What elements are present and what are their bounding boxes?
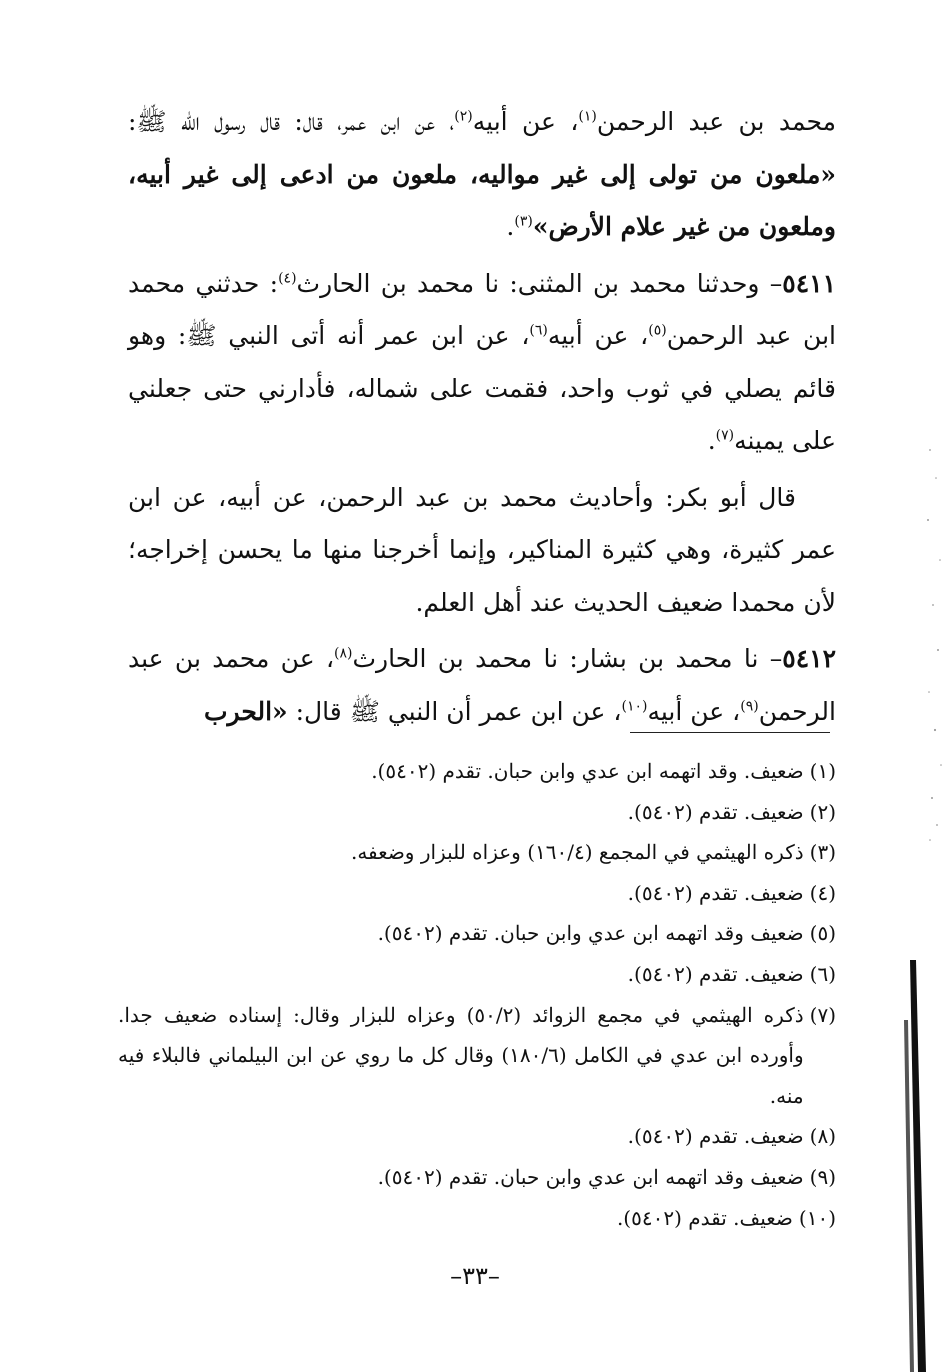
footnote-text: ذكره الهيثمي في مجمع الزوائد (٥٠/٢) وعزاه للبزار وقال: إسناده ضعيف جدا. وأورده ابن عدي في الكامل (١٨٠/٦) وقال كل ما روي عن ابن البيلماني فالبلاء فيه منه. — [118, 1002, 804, 1108]
footnote — [118, 954, 836, 995]
footnote-separator — [630, 732, 830, 733]
text-run: ، عن أبيه — [647, 696, 741, 726]
footnote-marker-1: (١) — [578, 108, 597, 125]
footnote-text: ضعيف. تقدم (٥٤٠٢). — [627, 961, 804, 986]
footnote-marker-10: (١٠) — [621, 698, 648, 715]
footnote-marker-4: (٤) — [278, 270, 297, 287]
footnote-text: ضعيف وقد اتهمه ابن عدي وابن حبان. تقدم (٥٤٠٢). — [377, 1164, 804, 1189]
text-run: محمد بن عبد الرحمن — [596, 107, 836, 136]
main-text — [128, 96, 836, 738]
footnote-text: ذكره الهيثمي في المجمع (١٦٠/٤) وعزاه للبزار وضعفه. — [350, 840, 804, 865]
footnote-marker-2: (٢) — [454, 108, 473, 125]
footnotes — [118, 751, 836, 1238]
footnote-number: (٤) — [809, 880, 836, 905]
footnote-number: (٣) — [809, 840, 836, 865]
hadith-quote: «ملعون من تولى إلى غير مواليه، ملعون من ادعى إلى غير أبيه، وملعون من غير علام الأرض» — [128, 159, 836, 241]
hadith-number: ٥٤١٢ — [782, 644, 837, 673]
text-run: ، عن أبيه — [547, 321, 649, 350]
footnote — [118, 913, 836, 954]
footnote-marker-6: (٦) — [529, 322, 548, 339]
page-number: –٣٣– — [450, 1262, 500, 1290]
footnote-marker-7: (٧) — [715, 427, 735, 444]
footnote-marker-9: (٩) — [740, 698, 759, 715]
footnote-number: (٩) — [809, 1164, 836, 1189]
footnote-text: ضعيف وقد اتهمه ابن عدي وابن حبان. تقدم (٥٤٠٢). — [377, 921, 804, 946]
footnote-text: ضعيف. وقد اتهمه ابن عدي وابن حبان. تقدم (٥٤٠٢). — [371, 759, 804, 783]
text-run: ، عن ابن عمر أنه أتى النبي ﷺ: وهو قائم يصلي في ثوب واحد، فقمت على شماله، فأدارني حتى جعلني على يمينه — [128, 321, 836, 455]
text-run: قال أبو بكر: وأحاديث محمد بن عبد الرحمن، عن أبيه، عن ابن عمر كثيرة، وهي كثيرة المناكير، وإنما أخرجنا منها ما يحسن إخراجه؛ لأن محمدا ضعيف الحديث عند أهل العلم. — [128, 482, 836, 617]
text-run: . — [506, 212, 515, 241]
footnote-number: (٦) — [809, 961, 836, 986]
paragraph-commentary — [128, 472, 836, 630]
footnote — [118, 792, 836, 833]
hadith-quote: «الحرب — [203, 696, 288, 726]
paragraph-1 — [128, 96, 836, 254]
text-run: ، عن أبيه — [472, 107, 579, 136]
text-run: ، عن محمد بن عبد الرحمن — [128, 644, 836, 726]
footnote — [118, 751, 836, 792]
footnote-number: (١) — [809, 759, 836, 783]
footnote — [118, 1116, 836, 1157]
binding-shadow — [880, 960, 936, 1372]
text-run: : حدثني محمد ابن عبد الرحمن — [128, 268, 836, 350]
footnote-text: ضعيف. تقدم (٥٤٠٢). — [627, 880, 804, 905]
paragraph-5412 — [128, 633, 836, 738]
footnote — [118, 832, 836, 873]
footnote — [118, 1157, 836, 1198]
footnote-marker-5: (٥) — [648, 322, 667, 339]
footnote-number: (٥) — [809, 921, 836, 946]
footnote-number: (١٠) — [798, 1205, 836, 1230]
hadith-number: ٥٤١١ — [782, 268, 836, 298]
footnote-number: (٢) — [809, 799, 836, 824]
text-run: ، عن ابن عمر، قال: قال رسول الله ﷺ: — [128, 107, 455, 136]
text-run: – وحدثنا محمد بن المثنى: نا محمد بن الحارث — [296, 268, 783, 298]
footnote-number: (٨) — [809, 1124, 836, 1149]
text-run: ، عن ابن عمر أن النبي ﷺ قال: — [287, 696, 622, 726]
footnote — [118, 995, 836, 1117]
footnote-marker-8: (٨) — [334, 645, 353, 662]
footnote — [118, 1198, 836, 1239]
footnote-number: (٧) — [809, 1002, 836, 1027]
footnote-marker-3: (٣) — [514, 213, 533, 230]
text-run: – نا محمد بن بشار: نا محمد بن الحارث — [352, 644, 783, 673]
text-run: . — [707, 426, 716, 455]
footnote-text: ضعيف. تقدم (٥٤٠٢). — [627, 1124, 804, 1149]
paragraph-5411 — [128, 258, 836, 468]
footnote-text: ضعيف. تقدم (٥٤٠٢). — [616, 1205, 793, 1230]
scan-noise — [900, 430, 949, 850]
footnote-text: ضعيف. تقدم (٥٤٠٢). — [627, 799, 804, 824]
footnote — [118, 873, 836, 914]
